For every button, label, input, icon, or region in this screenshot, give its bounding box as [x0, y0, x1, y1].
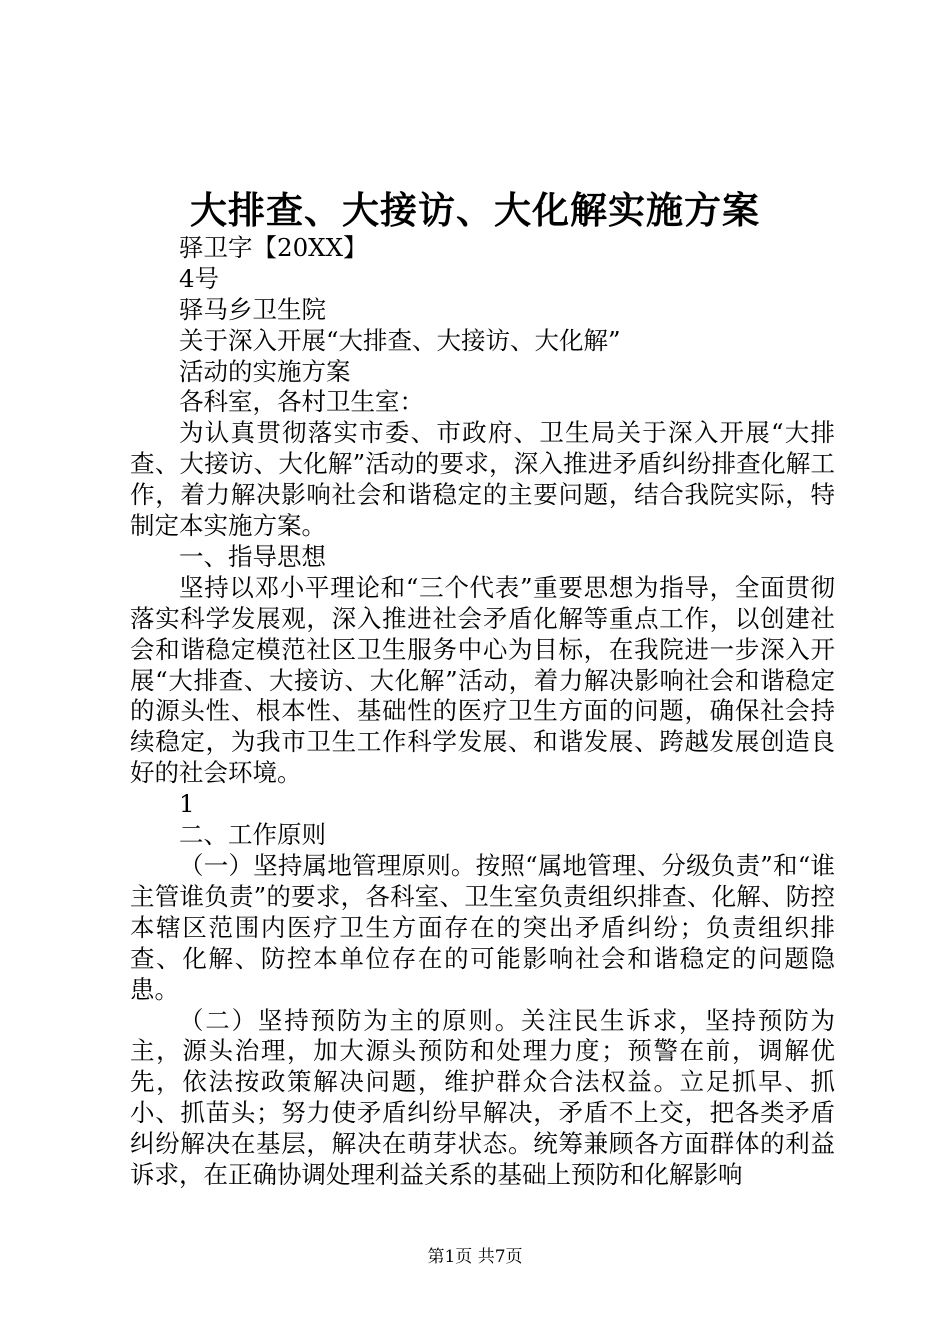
doc-number-line: 驿卫字【20XX】	[179, 233, 368, 262]
section-heading-principles: 二、工作原则	[179, 820, 326, 850]
guiding-paragraph: 坚持以邓小平理论和“三个代表”重要思想为指导，全面贯彻落实科学发展观，深入推进社会矛盾化解等重点工作，以创建社会和谐稳定模范社区卫生服务中心为目标，在我院进一步深入开展“大排查、大接访、大化解”活动，着力解决影响社会和谐稳定的源头性、根本性、基础性的医疗卫生方面的问题，确保社会持续稳定，为我市卫生工作科学发展、和谐发展、跨越发展创造良好的社会环境。	[130, 572, 835, 788]
issuer-name: 驿马乡卫生院	[179, 294, 326, 324]
subject-line-2: 活动的实施方案	[179, 356, 351, 386]
intro-paragraph: 为认真贯彻落实市委、市政府、卫生局关于深入开展“大排查、大接访、大化解”活动的要求，深入推进矛盾纠纷排查化解工作，着力解决影响社会和谐稳定的主要问题，结合我院实际，特制定本实施方案。	[130, 418, 835, 541]
doc-number-suffix: 4号	[179, 263, 220, 293]
principle-paragraph-2: （二）坚持预防为主的原则。关注民生诉求，坚持预防为主，源头治理，加大源头预防和处理力度；预警在前，调解优先，依法按政策解决问题，维护群众合法权益。立足抓早、抓小、抓苗头；努力使矛盾纠纷早解决，矛盾不上交，把各类矛盾纠纷解决在基层，解决在萌芽状态。统筹兼顾各方面群体的利益诉求，在正确协调处理利益关系的基础上预防和化解影响	[130, 1005, 835, 1190]
recipients: 各科室，各村卫生室：	[179, 387, 424, 417]
principle-paragraph-1: （一）坚持属地管理原则。按照“属地管理、分级负责”和“谁主管谁负责”的要求，各科室、卫生室负责组织排查、化解、防控本辖区范围内医疗卫生方面存在的突出矛盾纠纷；负责组织排查、化解、防控本单位存在的可能影响社会和谐稳定的问题隐患。	[130, 850, 835, 1004]
section-heading-guiding: 一、指导思想	[179, 541, 326, 571]
page-footer: 第1页 共7页	[427, 1247, 523, 1267]
page-mark: 1	[179, 789, 195, 819]
document-title: 大排查、大接访、大化解实施方案	[190, 188, 760, 232]
document-body	[130, 233, 835, 1191]
subject-line-1: 关于深入开展“大排查、大接访、大化解”	[179, 325, 621, 355]
